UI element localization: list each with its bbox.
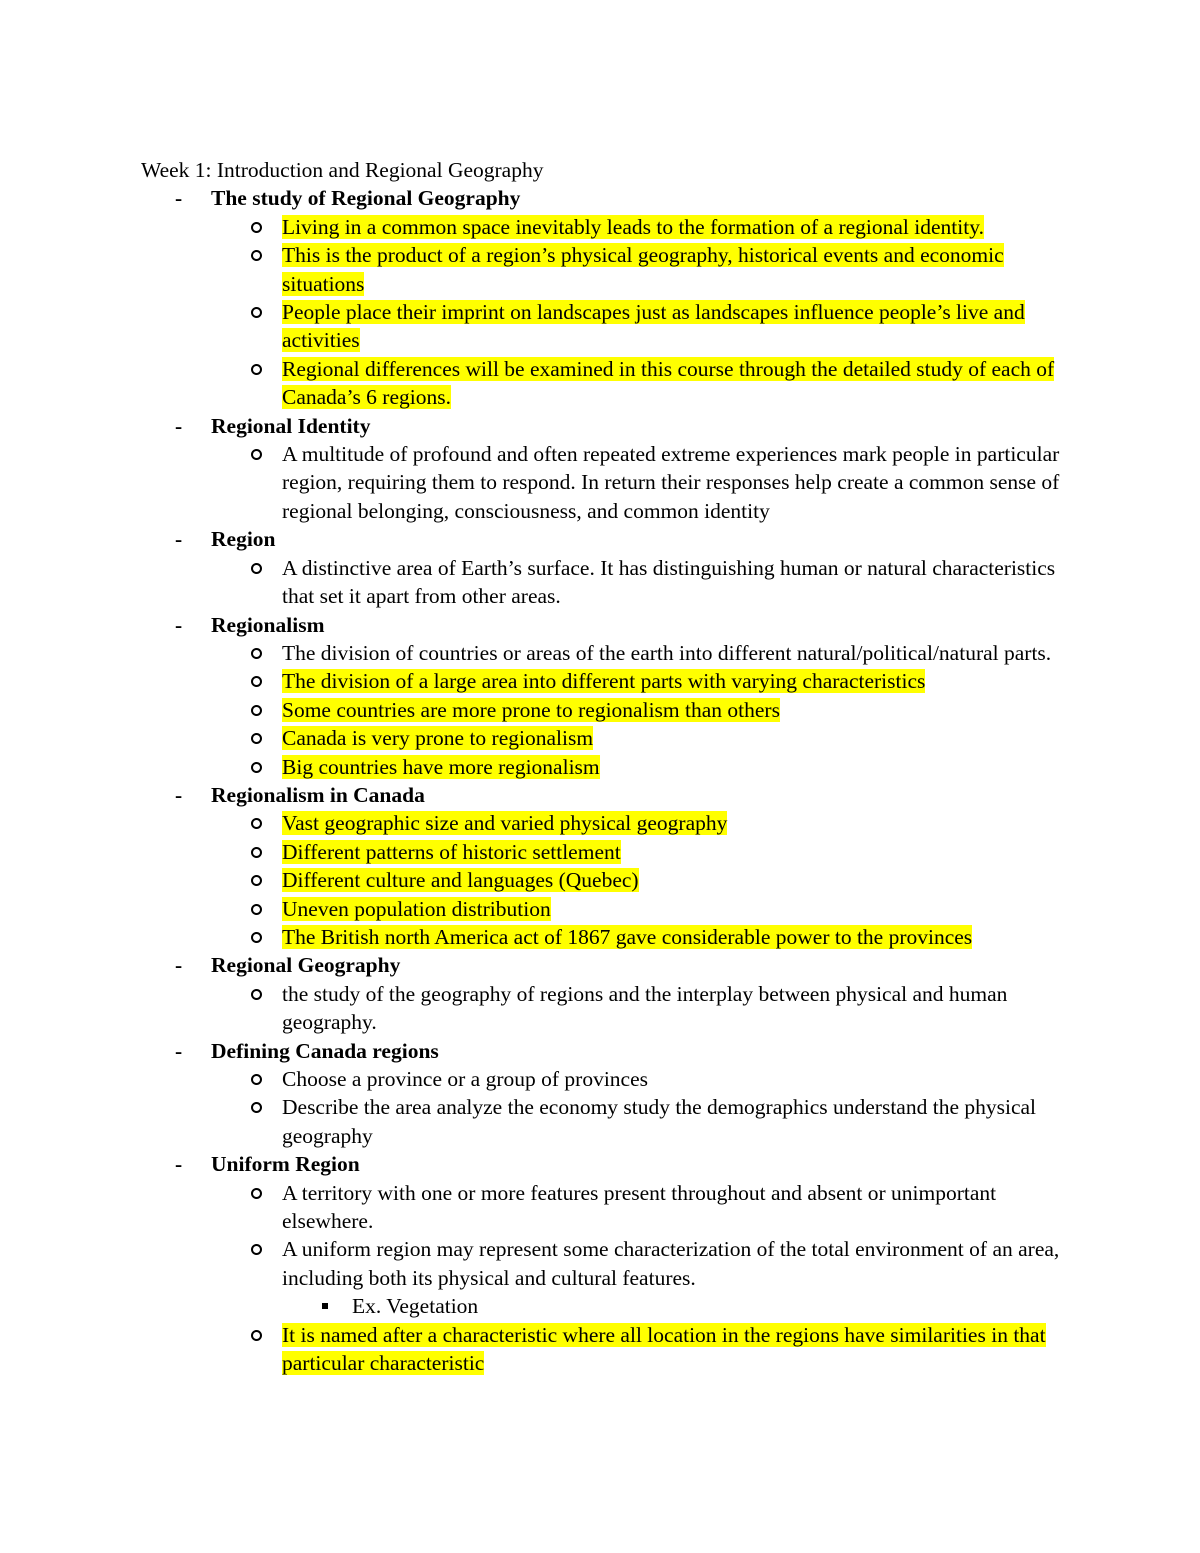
- section-heading: Defining Canada regions: [211, 1038, 439, 1063]
- list-item: [141, 241, 1071, 298]
- circle-bullet-icon: [251, 449, 262, 460]
- circle-bullet-icon: [251, 307, 262, 318]
- highlighted-text: Canada is very prone to regionalism: [282, 726, 594, 751]
- dash-bullet-icon: -: [175, 1152, 183, 1177]
- document-page: [141, 156, 1071, 1377]
- list-item: [141, 298, 1071, 355]
- list-item: [141, 724, 1071, 752]
- list-item: [141, 895, 1071, 923]
- bullet-list: [211, 1179, 1071, 1378]
- outline-section: [141, 525, 1071, 610]
- circle-bullet-icon: [251, 989, 262, 1000]
- outline-section: [141, 184, 1071, 411]
- document-title: Week 1: Introduction and Regional Geography: [141, 158, 544, 182]
- circle-bullet-icon: [251, 904, 262, 915]
- outline-section: [141, 1037, 1071, 1151]
- dash-bullet-icon: -: [175, 782, 183, 807]
- list-item: [141, 1179, 1071, 1236]
- highlighted-text: Different patterns of historic settlement: [282, 839, 621, 864]
- highlighted-text: Vast geographic size and varied physical geography: [282, 811, 728, 836]
- outline-section: [141, 951, 1071, 1036]
- bullet-list: [211, 980, 1071, 1037]
- item-text: the study of the geography of regions and the interplay between physical and human geography.: [282, 981, 1008, 1035]
- item-text: A uniform region may represent some characterization of the total environment of an area, including both its physical and cultural features.: [282, 1237, 1060, 1290]
- section-heading: Uniform Region: [211, 1152, 360, 1177]
- highlighted-text: The British north America act of 1867 gave considerable power to the provinces: [282, 924, 973, 949]
- highlighted-text: It is named after a characteristic where all location in the regions have similarities in that particular characteristic: [282, 1322, 1046, 1376]
- list-item: [141, 1065, 1071, 1093]
- dash-bullet-icon: -: [175, 527, 183, 552]
- highlighted-text: This is the product of a region’s physical geography, historical events and economic situations: [282, 243, 1004, 296]
- section-heading: Regionalism: [211, 612, 325, 637]
- outline-section: [141, 781, 1071, 951]
- list-item: [141, 355, 1071, 412]
- circle-bullet-icon: [251, 222, 262, 233]
- bullet-list: [211, 440, 1071, 525]
- circle-bullet-icon: [251, 1330, 262, 1341]
- dash-bullet-icon: -: [175, 1038, 183, 1063]
- list-item: [141, 667, 1071, 695]
- highlighted-text: Big countries have more regionalism: [282, 754, 600, 779]
- highlighted-text: Some countries are more prone to regionalism than others: [282, 697, 780, 722]
- section-heading: Region: [211, 527, 276, 552]
- section-heading: Regionalism in Canada: [211, 782, 425, 807]
- bullet-list: [211, 639, 1071, 781]
- sub-item-text: Ex. Vegetation: [352, 1294, 479, 1319]
- highlighted-text: Living in a common space inevitably leads to the formation of a regional identity.: [282, 214, 984, 239]
- circle-bullet-icon: [251, 648, 262, 659]
- list-item: [141, 213, 1071, 241]
- sub-bullet-list: [282, 1292, 1071, 1320]
- list-item: [141, 866, 1071, 894]
- highlighted-text: Uneven population distribution: [282, 896, 551, 921]
- circle-bullet-icon: [251, 932, 262, 943]
- list-item: [141, 696, 1071, 724]
- circle-bullet-icon: [251, 875, 262, 886]
- circle-bullet-icon: [251, 676, 262, 687]
- section-heading: The study of Regional Geography: [211, 186, 521, 211]
- list-item: [141, 1321, 1071, 1378]
- circle-bullet-icon: [251, 364, 262, 375]
- circle-bullet-icon: [251, 818, 262, 829]
- bullet-list: [211, 213, 1071, 412]
- circle-bullet-icon: [251, 563, 262, 574]
- list-item: [141, 554, 1071, 611]
- bullet-list: [211, 554, 1071, 611]
- list-item: [141, 639, 1071, 667]
- section-list: [141, 184, 1071, 1377]
- list-item: [141, 1093, 1071, 1150]
- list-item: [141, 838, 1071, 866]
- circle-bullet-icon: [251, 1102, 262, 1113]
- sub-list-item: [141, 1292, 1071, 1320]
- highlighted-text: People place their imprint on landscapes just as landscapes influence people’s live and activities: [282, 300, 1025, 353]
- item-text: The division of countries or areas of the earth into different natural/political/natural parts.: [282, 640, 1052, 665]
- dash-bullet-icon: -: [175, 186, 183, 211]
- list-item: [141, 980, 1071, 1037]
- bullet-list: [211, 809, 1071, 951]
- circle-bullet-icon: [251, 705, 262, 716]
- item-text: A territory with one or more features present throughout and absent or unimportant elsewhere.: [282, 1180, 997, 1234]
- dash-bullet-icon: -: [175, 953, 183, 978]
- outline-section: [141, 1150, 1071, 1377]
- list-item: [141, 1235, 1071, 1320]
- circle-bullet-icon: [251, 250, 262, 261]
- item-text: A multitude of profound and often repeated extreme experiences mark people in particular region, requiring them to respond. In return their responses help create a common sense of regional belonging, consciousness, and common identity: [282, 442, 1060, 523]
- dash-bullet-icon: -: [175, 612, 183, 637]
- item-text: Choose a province or a group of provinces: [282, 1067, 648, 1091]
- item-text: A distinctive area of Earth’s surface. It has distinguishing human or natural characteristics that set it apart from other areas.: [282, 555, 1056, 609]
- circle-bullet-icon: [251, 1244, 262, 1255]
- list-item: [141, 440, 1071, 525]
- circle-bullet-icon: [251, 1188, 262, 1199]
- highlighted-text: Different culture and languages (Quebec): [282, 868, 639, 893]
- circle-bullet-icon: [251, 1074, 262, 1085]
- section-heading: Regional Identity: [211, 413, 371, 438]
- bullet-list: [211, 1065, 1071, 1150]
- list-item: [141, 753, 1071, 781]
- highlighted-text: Regional differences will be examined in this course through the detailed study of each of Canada’s 6 regions.: [282, 356, 1055, 410]
- square-bullet-icon: [322, 1303, 328, 1309]
- list-item: [141, 923, 1071, 951]
- circle-bullet-icon: [251, 733, 262, 744]
- circle-bullet-icon: [251, 762, 262, 773]
- outline-section: [141, 412, 1071, 526]
- outline-section: [141, 611, 1071, 781]
- list-item: [141, 809, 1071, 837]
- highlighted-text: The division of a large area into different parts with varying characteristics: [282, 669, 926, 694]
- item-text: Describe the area analyze the economy study the demographics understand the physical geography: [282, 1095, 1037, 1148]
- dash-bullet-icon: -: [175, 413, 183, 438]
- section-heading: Regional Geography: [211, 953, 401, 978]
- circle-bullet-icon: [251, 847, 262, 858]
